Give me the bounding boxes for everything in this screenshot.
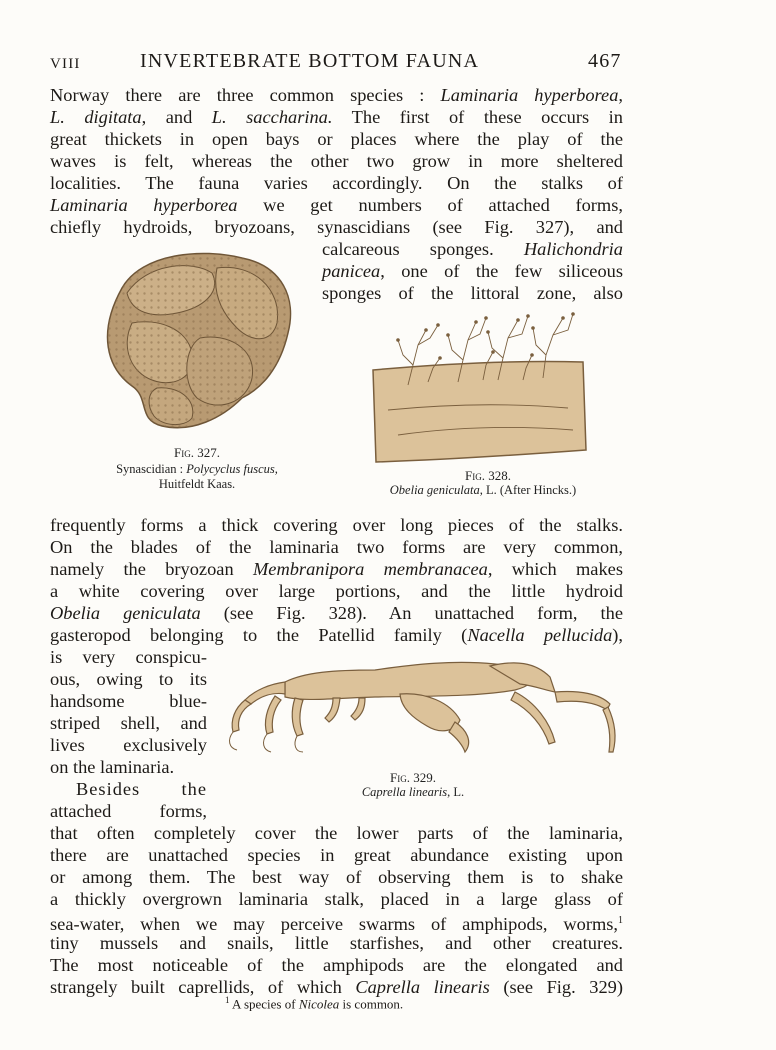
text-line: strangely built caprellids, of which Caprella linearis (see Fig. 329) bbox=[50, 977, 623, 997]
text-line: L. digitata, and L. saccharina. The first of these occurs in bbox=[50, 107, 623, 127]
text-line: great thickets in open bays or places where the play of the bbox=[50, 129, 623, 149]
text-line: sea-water, when we may perceive swarms of amphipods, worms,$^1$ bbox=[50, 914, 623, 935]
text-line: Besides the bbox=[76, 779, 207, 799]
text-line: Obelia geniculata (see Fig. 328). An unattached form, the bbox=[50, 603, 623, 623]
text-line: or among them. The best way of observing them is to shake bbox=[50, 867, 623, 887]
text-line: sponges of the littoral zone, also bbox=[322, 283, 623, 303]
text-line: On the blades of the laminaria two forms are very common, bbox=[50, 537, 623, 557]
fig-329-caprella-illustration bbox=[215, 652, 625, 762]
text-line: Norway there are three common species : Laminaria hyperborea, bbox=[50, 85, 623, 105]
fig-327-label: Fig. 327. bbox=[174, 445, 220, 460]
fig-328-label: Fig. 328. bbox=[465, 468, 511, 483]
text-line: calcareous sponges. Halichondria bbox=[322, 239, 623, 259]
text-line: lives exclusively bbox=[50, 735, 207, 755]
fig-328-caption: Obelia geniculata, L. (After Hincks.) bbox=[389, 483, 577, 497]
text-line: panicea, one of the few siliceous bbox=[322, 261, 623, 281]
text-line: gasteropod belonging to the Patellid family (Nacella pellucida), bbox=[50, 625, 624, 645]
text-line: striped shell, and bbox=[50, 713, 207, 733]
text-line: attached forms, bbox=[50, 801, 207, 821]
text-line: waves is felt, whereas the other two grow in more sheltered bbox=[50, 151, 623, 171]
text-line: Laminaria hyperborea we get numbers of attached forms, bbox=[50, 195, 623, 215]
running-header-section: VIII bbox=[50, 56, 81, 72]
text-line: there are unattached species in great abundance existing upon bbox=[50, 845, 623, 865]
fig-327-synascidian-illustration bbox=[92, 248, 302, 438]
text-line: namely the bryozoan Membranipora membranacea, which makes bbox=[50, 559, 623, 579]
fig-327-caption: Synascidian : Polycyclus fuscus, Huitfeldt Kaas. bbox=[116, 462, 278, 491]
text-line: a white covering over large portions, and the little hydroid bbox=[50, 581, 623, 601]
text-line: a thickly overgrown laminaria stalk, placed in a large glass of bbox=[50, 889, 623, 909]
text-line: that often completely cover the lower parts of the laminaria, bbox=[50, 823, 623, 843]
footnote: $^1$ A species of Nicolea is common. bbox=[225, 995, 404, 1012]
page-number: 467 bbox=[588, 50, 622, 72]
text-line: tiny mussels and snails, little starfishes, and other creatures. bbox=[50, 933, 623, 953]
fig-329-label: Fig. 329. bbox=[390, 770, 436, 785]
text-line: ous, owing to its bbox=[50, 669, 207, 689]
text-line: The most noticeable of the amphipods are the elongated and bbox=[50, 955, 623, 975]
text-line: chiefly hydroids, bryozoans, synascidians (see Fig. 327), and bbox=[50, 217, 623, 237]
text-line: on the laminaria. bbox=[50, 757, 175, 777]
text-line: is very conspicu- bbox=[50, 647, 207, 667]
text-line: localities. The fauna varies accordingly. On the stalks of bbox=[50, 173, 623, 193]
text-line: frequently forms a thick covering over long pieces of the stalks. bbox=[50, 515, 623, 535]
fig-328-obelia-illustration bbox=[368, 310, 598, 470]
text-line: handsome blue- bbox=[50, 691, 207, 711]
running-header-title: INVERTEBRATE BOTTOM FAUNA bbox=[140, 50, 480, 72]
fig-329-caption: Caprella linearis, L. bbox=[361, 785, 465, 799]
